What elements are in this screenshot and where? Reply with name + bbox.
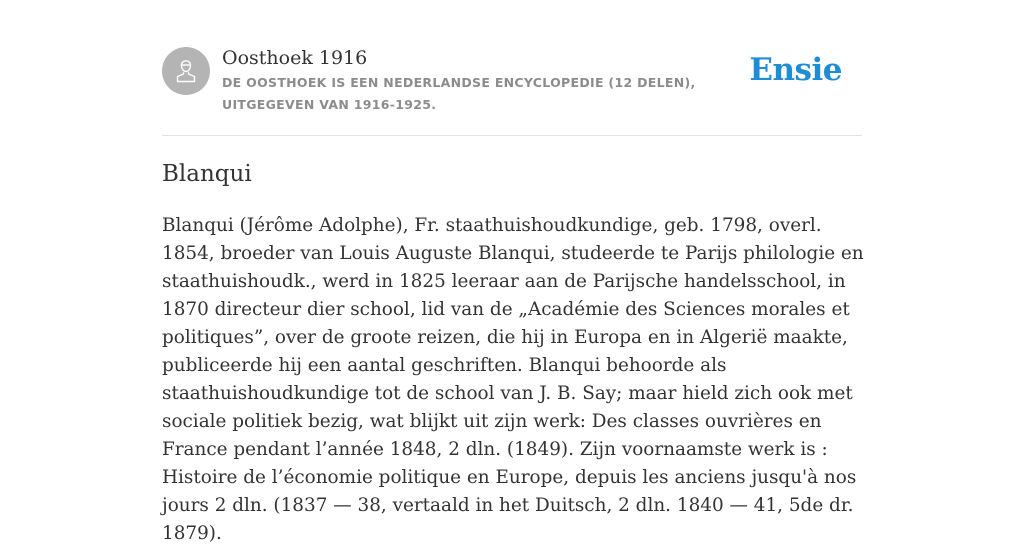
- entry-body: Blanqui (Jérôme Adolphe), Fr. staathuishoudkundige, geb. 1798, overl. 1854, broeder van Louis Auguste Blanqui, studeerde te Parijs philologie en staathuishoudk., werd in 1825 leeraar aan de Parijsche handelsschool, in 1870 directeur dier school, lid van de „Académie des Sciences morales et politiques”, over de groote reizen, die hij in Europa en in Algerië maakte, publiceerde hij een aantal geschriften. Blanqui behoorde als staathuishoudkundige tot de school van J. B. Say; maar hield zich ook met sociale politiek bezig, wat blijkt uit zijn werk: Des classes ouvrières en France pendant l’année 1848, 2 dln. (1849). Zijn voornaamste werk is : Histoire de l’économie politique en Europe, depuis les anciens jusqu'à nos jours 2 dln. (1837 — 38, vertaald in het Duitsch, 2 dln. 1840 — 41, 5de dr. 1879).: [162, 215, 864, 544]
- entry-title: Blanqui: [162, 161, 252, 187]
- source-description: DE OOSTHOEK IS EEN NEDERLANDSE ENCYCLOPEDIE (12 DELEN), UITGEGEVEN VAN 1916-1925.: [222, 75, 696, 112]
- source-title[interactable]: Oosthoek 1916: [222, 47, 368, 69]
- page-container: [162, 0, 864, 544]
- user-icon: [171, 56, 201, 86]
- avatar[interactable]: [162, 47, 210, 95]
- ensie-logo[interactable]: Ensie: [749, 52, 842, 88]
- source-header: [162, 0, 862, 136]
